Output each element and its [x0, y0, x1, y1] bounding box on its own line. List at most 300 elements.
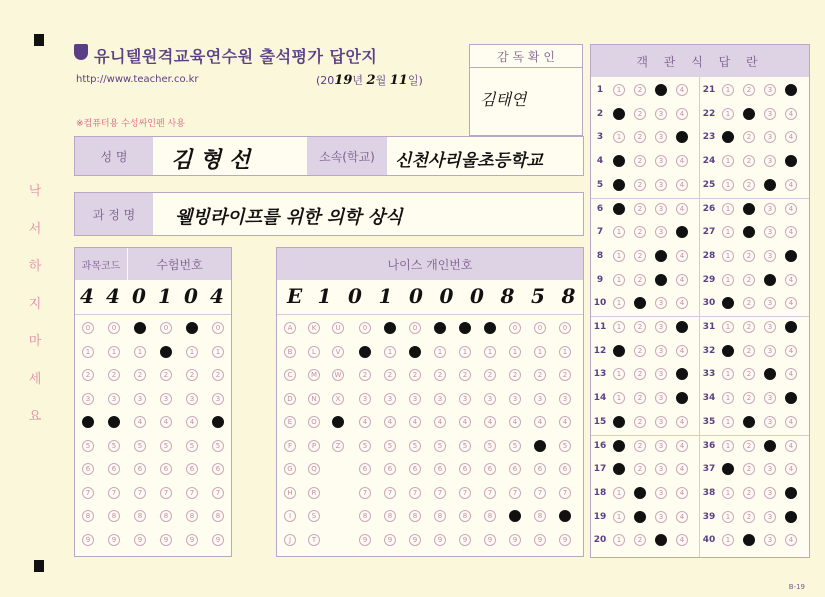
exam-digit-bubble[interactable] — [82, 416, 94, 428]
answer-bubble[interactable]: 1 — [722, 108, 734, 120]
neis-digit-bubble[interactable]: 7 — [384, 487, 396, 499]
answer-bubble[interactable]: 1 — [613, 84, 625, 96]
exam-digit-bubble[interactable] — [212, 416, 224, 428]
exam-digit-bubble[interactable]: 1 — [212, 346, 224, 358]
answer-bubble[interactable]: 4 — [676, 84, 688, 96]
answer-bubble[interactable] — [676, 392, 688, 404]
exam-digit-bubble[interactable]: 7 — [160, 487, 172, 499]
neis-digit-bubble[interactable]: 6 — [434, 463, 446, 475]
exam-digit-bubble[interactable]: 6 — [82, 463, 94, 475]
answer-bubble[interactable]: 4 — [676, 155, 688, 167]
exam-digit-bubble[interactable]: 3 — [160, 393, 172, 405]
answer-bubble[interactable]: 4 — [676, 108, 688, 120]
answer-bubble[interactable]: 2 — [634, 321, 646, 333]
neis-digit-bubble[interactable]: 8 — [409, 510, 421, 522]
answer-bubble[interactable]: 1 — [722, 226, 734, 238]
neis-digit-bubble[interactable]: 2 — [359, 369, 371, 381]
answer-bubble[interactable]: 4 — [785, 131, 797, 143]
exam-digit-bubble[interactable]: 7 — [82, 487, 94, 499]
answer-bubble[interactable]: 2 — [634, 274, 646, 286]
answer-bubble[interactable]: 2 — [634, 416, 646, 428]
answer-bubble[interactable] — [743, 108, 755, 120]
neis-letter-bubble[interactable]: S — [308, 510, 320, 522]
neis-digit-bubble[interactable]: 0 — [409, 322, 421, 334]
answer-bubble[interactable]: 1 — [722, 416, 734, 428]
answer-bubble[interactable]: 3 — [655, 203, 667, 215]
neis-digit-bubble[interactable]: 6 — [359, 463, 371, 475]
neis-digit-bubble[interactable]: 2 — [509, 369, 521, 381]
answer-bubble[interactable]: 1 — [722, 392, 734, 404]
neis-digit-bubble[interactable]: 8 — [434, 510, 446, 522]
answer-bubble[interactable]: 4 — [785, 179, 797, 191]
answer-bubble[interactable]: 4 — [676, 416, 688, 428]
answer-bubble[interactable]: 3 — [655, 511, 667, 523]
exam-digit-bubble[interactable]: 1 — [134, 346, 146, 358]
answer-bubble[interactable] — [743, 416, 755, 428]
answer-bubble[interactable]: 2 — [743, 511, 755, 523]
neis-digit-bubble[interactable]: 1 — [434, 346, 446, 358]
neis-digit-bubble[interactable]: 3 — [359, 393, 371, 405]
answer-bubble[interactable]: 2 — [634, 534, 646, 546]
answer-bubble[interactable]: 3 — [764, 321, 776, 333]
neis-digit-bubble[interactable]: 9 — [534, 534, 546, 546]
answer-bubble[interactable]: 3 — [764, 155, 776, 167]
answer-bubble[interactable]: 1 — [722, 534, 734, 546]
answer-bubble[interactable]: 1 — [722, 487, 734, 499]
neis-letter-bubble[interactable]: U — [332, 322, 344, 334]
exam-digit-bubble[interactable]: 7 — [134, 487, 146, 499]
answer-bubble[interactable]: 2 — [634, 345, 646, 357]
exam-digit-bubble[interactable]: 8 — [82, 510, 94, 522]
answer-bubble[interactable]: 3 — [764, 345, 776, 357]
answer-bubble[interactable]: 4 — [676, 203, 688, 215]
answer-bubble[interactable] — [613, 108, 625, 120]
answer-bubble[interactable] — [785, 250, 797, 262]
neis-digit-bubble[interactable]: 3 — [559, 393, 571, 405]
neis-digit-bubble[interactable]: 1 — [459, 346, 471, 358]
neis-digit-bubble[interactable]: 8 — [484, 510, 496, 522]
neis-letter-bubble[interactable]: P — [308, 440, 320, 452]
exam-digit-bubble[interactable]: 3 — [134, 393, 146, 405]
exam-digit-bubble[interactable]: 7 — [108, 487, 120, 499]
answer-bubble[interactable] — [613, 345, 625, 357]
exam-digit-bubble[interactable]: 9 — [108, 534, 120, 546]
neis-digit-bubble[interactable]: 3 — [484, 393, 496, 405]
neis-digit-bubble[interactable]: 4 — [359, 416, 371, 428]
exam-digit-bubble[interactable] — [108, 416, 120, 428]
answer-bubble[interactable]: 1 — [722, 250, 734, 262]
answer-bubble[interactable]: 2 — [743, 250, 755, 262]
answer-bubble[interactable] — [676, 321, 688, 333]
neis-digit-bubble[interactable]: 3 — [384, 393, 396, 405]
answer-bubble[interactable]: 1 — [613, 274, 625, 286]
neis-letter-bubble[interactable]: Z — [332, 440, 344, 452]
answer-bubble[interactable]: 2 — [743, 487, 755, 499]
neis-letter-bubble[interactable]: R — [308, 487, 320, 499]
answer-bubble[interactable]: 1 — [722, 274, 734, 286]
exam-digit-bubble[interactable]: 4 — [186, 416, 198, 428]
neis-digit-bubble[interactable]: 8 — [459, 510, 471, 522]
answer-bubble[interactable] — [764, 440, 776, 452]
neis-digit-bubble[interactable]: 0 — [509, 322, 521, 334]
neis-digit-bubble[interactable]: 2 — [384, 369, 396, 381]
neis-digit-bubble[interactable]: 3 — [534, 393, 546, 405]
neis-digit-bubble[interactable]: 7 — [459, 487, 471, 499]
neis-digit-bubble[interactable]: 7 — [409, 487, 421, 499]
answer-bubble[interactable]: 1 — [722, 368, 734, 380]
answer-bubble[interactable]: 4 — [785, 297, 797, 309]
answer-bubble[interactable]: 3 — [764, 84, 776, 96]
neis-digit-bubble[interactable]: 8 — [534, 510, 546, 522]
neis-digit-bubble[interactable]: 9 — [434, 534, 446, 546]
answer-bubble[interactable]: 3 — [764, 487, 776, 499]
answer-bubble[interactable]: 3 — [655, 297, 667, 309]
neis-digit-bubble[interactable] — [359, 346, 371, 358]
answer-bubble[interactable] — [676, 368, 688, 380]
exam-digit-bubble[interactable]: 0 — [108, 322, 120, 334]
answer-bubble[interactable] — [613, 416, 625, 428]
answer-bubble[interactable] — [722, 463, 734, 475]
exam-digit-bubble[interactable] — [160, 346, 172, 358]
answer-bubble[interactable]: 2 — [743, 297, 755, 309]
answer-bubble[interactable]: 4 — [676, 297, 688, 309]
exam-digit-bubble[interactable]: 9 — [186, 534, 198, 546]
exam-digit-bubble[interactable]: 1 — [108, 346, 120, 358]
answer-bubble[interactable]: 3 — [764, 226, 776, 238]
neis-digit-bubble[interactable]: 7 — [559, 487, 571, 499]
neis-digit-bubble[interactable]: 4 — [559, 416, 571, 428]
answer-bubble[interactable]: 4 — [785, 345, 797, 357]
answer-bubble[interactable] — [785, 321, 797, 333]
answer-bubble[interactable]: 4 — [676, 440, 688, 452]
answer-bubble[interactable] — [676, 226, 688, 238]
exam-digit-bubble[interactable]: 2 — [82, 369, 94, 381]
answer-bubble[interactable] — [613, 155, 625, 167]
exam-digit-bubble[interactable]: 5 — [212, 440, 224, 452]
answer-bubble[interactable]: 4 — [785, 440, 797, 452]
answer-bubble[interactable]: 3 — [764, 416, 776, 428]
exam-digit-bubble[interactable]: 3 — [108, 393, 120, 405]
exam-digit-bubble[interactable]: 6 — [160, 463, 172, 475]
neis-digit-bubble[interactable]: 5 — [559, 440, 571, 452]
exam-digit-bubble[interactable]: 5 — [82, 440, 94, 452]
answer-bubble[interactable]: 4 — [785, 226, 797, 238]
answer-bubble[interactable]: 2 — [634, 368, 646, 380]
neis-digit-bubble[interactable]: 5 — [434, 440, 446, 452]
neis-digit-bubble[interactable] — [384, 322, 396, 334]
answer-bubble[interactable]: 1 — [613, 392, 625, 404]
exam-digit-bubble[interactable]: 5 — [134, 440, 146, 452]
answer-bubble[interactable]: 3 — [764, 511, 776, 523]
answer-bubble[interactable]: 4 — [676, 250, 688, 262]
answer-bubble[interactable]: 3 — [764, 108, 776, 120]
answer-bubble[interactable]: 2 — [634, 392, 646, 404]
answer-bubble[interactable] — [743, 534, 755, 546]
exam-digit-bubble[interactable]: 2 — [212, 369, 224, 381]
exam-digit-bubble[interactable]: 1 — [82, 346, 94, 358]
exam-digit-bubble[interactable]: 9 — [212, 534, 224, 546]
neis-digit-bubble[interactable] — [459, 322, 471, 334]
neis-letter-bubble[interactable]: M — [308, 369, 320, 381]
neis-digit-bubble[interactable]: 4 — [459, 416, 471, 428]
answer-bubble[interactable] — [722, 131, 734, 143]
answer-bubble[interactable]: 4 — [676, 487, 688, 499]
answer-bubble[interactable]: 3 — [764, 463, 776, 475]
neis-digit-bubble[interactable]: 4 — [409, 416, 421, 428]
answer-bubble[interactable] — [613, 203, 625, 215]
neis-letter-bubble[interactable]: Q — [308, 463, 320, 475]
answer-bubble[interactable]: 3 — [655, 226, 667, 238]
neis-digit-bubble[interactable]: 1 — [509, 346, 521, 358]
neis-letter-bubble[interactable]: A — [284, 322, 296, 334]
exam-digit-bubble[interactable]: 0 — [160, 322, 172, 334]
neis-digit-bubble[interactable]: 2 — [559, 369, 571, 381]
neis-digit-bubble[interactable]: 2 — [434, 369, 446, 381]
neis-digit-bubble[interactable]: 7 — [509, 487, 521, 499]
answer-bubble[interactable]: 1 — [722, 84, 734, 96]
answer-bubble[interactable] — [634, 297, 646, 309]
answer-bubble[interactable]: 2 — [634, 108, 646, 120]
neis-digit-bubble[interactable]: 4 — [484, 416, 496, 428]
neis-digit-bubble[interactable]: 2 — [459, 369, 471, 381]
answer-bubble[interactable] — [634, 511, 646, 523]
neis-digit-bubble[interactable] — [409, 346, 421, 358]
neis-digit-bubble[interactable]: 6 — [509, 463, 521, 475]
exam-digit-bubble[interactable]: 5 — [186, 440, 198, 452]
exam-digit-bubble[interactable]: 9 — [160, 534, 172, 546]
exam-digit-bubble[interactable]: 3 — [186, 393, 198, 405]
answer-bubble[interactable]: 3 — [764, 297, 776, 309]
answer-bubble[interactable]: 2 — [634, 463, 646, 475]
exam-digit-bubble[interactable] — [186, 322, 198, 334]
neis-digit-bubble[interactable]: 0 — [359, 322, 371, 334]
neis-digit-bubble[interactable]: 4 — [534, 416, 546, 428]
answer-bubble[interactable]: 3 — [655, 108, 667, 120]
neis-digit-bubble[interactable]: 8 — [359, 510, 371, 522]
answer-bubble[interactable]: 2 — [634, 250, 646, 262]
answer-bubble[interactable]: 2 — [743, 155, 755, 167]
answer-bubble[interactable]: 2 — [743, 131, 755, 143]
answer-bubble[interactable]: 3 — [655, 392, 667, 404]
neis-letter-bubble[interactable]: H — [284, 487, 296, 499]
exam-digit-bubble[interactable]: 6 — [134, 463, 146, 475]
exam-digit-bubble[interactable]: 8 — [160, 510, 172, 522]
answer-bubble[interactable]: 1 — [613, 226, 625, 238]
exam-digit-bubble[interactable]: 8 — [134, 510, 146, 522]
neis-digit-bubble[interactable]: 5 — [384, 440, 396, 452]
neis-digit-bubble[interactable]: 5 — [484, 440, 496, 452]
neis-digit-bubble[interactable]: 9 — [384, 534, 396, 546]
neis-digit-bubble[interactable]: 6 — [459, 463, 471, 475]
answer-bubble[interactable]: 2 — [743, 392, 755, 404]
neis-letter-bubble[interactable]: D — [284, 393, 296, 405]
neis-digit-bubble[interactable]: 8 — [384, 510, 396, 522]
exam-digit-bubble[interactable]: 6 — [186, 463, 198, 475]
answer-bubble[interactable]: 2 — [743, 274, 755, 286]
neis-digit-bubble[interactable]: 3 — [459, 393, 471, 405]
answer-bubble[interactable]: 3 — [655, 487, 667, 499]
neis-digit-bubble[interactable]: 7 — [534, 487, 546, 499]
answer-bubble[interactable]: 2 — [634, 440, 646, 452]
answer-bubble[interactable]: 1 — [722, 511, 734, 523]
answer-bubble[interactable]: 4 — [785, 416, 797, 428]
neis-digit-bubble[interactable]: 2 — [484, 369, 496, 381]
answer-bubble[interactable]: 1 — [613, 534, 625, 546]
neis-digit-bubble[interactable]: 5 — [359, 440, 371, 452]
answer-bubble[interactable] — [722, 297, 734, 309]
answer-bubble[interactable]: 4 — [676, 534, 688, 546]
neis-digit-bubble[interactable] — [484, 322, 496, 334]
answer-bubble[interactable] — [676, 131, 688, 143]
answer-bubble[interactable] — [634, 487, 646, 499]
answer-bubble[interactable]: 2 — [743, 84, 755, 96]
answer-bubble[interactable] — [655, 84, 667, 96]
answer-bubble[interactable] — [743, 226, 755, 238]
neis-letter-bubble[interactable]: T — [308, 534, 320, 546]
answer-bubble[interactable]: 4 — [785, 463, 797, 475]
neis-digit-bubble[interactable]: 3 — [409, 393, 421, 405]
answer-bubble[interactable]: 3 — [655, 416, 667, 428]
answer-bubble[interactable]: 2 — [634, 155, 646, 167]
answer-bubble[interactable]: 1 — [613, 487, 625, 499]
answer-bubble[interactable]: 3 — [655, 463, 667, 475]
neis-digit-bubble[interactable]: 5 — [509, 440, 521, 452]
answer-bubble[interactable]: 3 — [764, 250, 776, 262]
exam-digit-bubble[interactable]: 2 — [160, 369, 172, 381]
neis-digit-bubble[interactable]: 2 — [409, 369, 421, 381]
neis-digit-bubble[interactable]: 7 — [359, 487, 371, 499]
neis-digit-bubble[interactable]: 1 — [384, 346, 396, 358]
neis-letter-bubble[interactable]: F — [284, 440, 296, 452]
neis-digit-bubble[interactable]: 6 — [484, 463, 496, 475]
neis-digit-bubble[interactable]: 9 — [509, 534, 521, 546]
answer-bubble[interactable]: 4 — [676, 463, 688, 475]
answer-bubble[interactable]: 2 — [743, 345, 755, 357]
answer-bubble[interactable] — [655, 534, 667, 546]
exam-digit-bubble[interactable]: 8 — [186, 510, 198, 522]
neis-digit-bubble[interactable]: 9 — [484, 534, 496, 546]
exam-digit-bubble[interactable]: 7 — [212, 487, 224, 499]
exam-digit-bubble[interactable]: 2 — [134, 369, 146, 381]
answer-bubble[interactable]: 1 — [613, 321, 625, 333]
exam-digit-bubble[interactable]: 9 — [134, 534, 146, 546]
neis-digit-bubble[interactable]: 6 — [559, 463, 571, 475]
neis-digit-bubble[interactable]: 4 — [384, 416, 396, 428]
answer-bubble[interactable] — [785, 84, 797, 96]
answer-bubble[interactable]: 3 — [655, 155, 667, 167]
answer-bubble[interactable]: 4 — [785, 203, 797, 215]
answer-bubble[interactable] — [764, 274, 776, 286]
answer-bubble[interactable]: 4 — [676, 511, 688, 523]
exam-digit-bubble[interactable]: 5 — [160, 440, 172, 452]
answer-bubble[interactable]: 3 — [764, 203, 776, 215]
answer-bubble[interactable]: 2 — [634, 84, 646, 96]
answer-bubble[interactable]: 2 — [634, 226, 646, 238]
neis-digit-bubble[interactable]: 9 — [459, 534, 471, 546]
neis-digit-bubble[interactable]: 2 — [534, 369, 546, 381]
answer-bubble[interactable]: 1 — [613, 511, 625, 523]
answer-bubble[interactable]: 4 — [676, 179, 688, 191]
exam-digit-bubble[interactable]: 1 — [186, 346, 198, 358]
neis-digit-bubble[interactable]: 1 — [559, 346, 571, 358]
neis-digit-bubble[interactable]: 9 — [559, 534, 571, 546]
answer-bubble[interactable]: 3 — [764, 534, 776, 546]
answer-bubble[interactable] — [764, 368, 776, 380]
neis-digit-bubble[interactable]: 0 — [559, 322, 571, 334]
answer-bubble[interactable] — [722, 345, 734, 357]
neis-letter-bubble[interactable]: V — [332, 346, 344, 358]
answer-bubble[interactable] — [655, 250, 667, 262]
answer-bubble[interactable]: 1 — [613, 250, 625, 262]
answer-bubble[interactable]: 3 — [655, 345, 667, 357]
answer-bubble[interactable] — [613, 179, 625, 191]
exam-digit-bubble[interactable]: 2 — [186, 369, 198, 381]
answer-bubble[interactable] — [764, 179, 776, 191]
exam-digit-bubble[interactable]: 9 — [82, 534, 94, 546]
answer-bubble[interactable]: 3 — [655, 179, 667, 191]
answer-bubble[interactable]: 3 — [655, 131, 667, 143]
neis-digit-bubble[interactable]: 6 — [409, 463, 421, 475]
neis-digit-bubble[interactable]: 7 — [484, 487, 496, 499]
neis-letter-bubble[interactable]: L — [308, 346, 320, 358]
neis-letter-bubble[interactable]: I — [284, 510, 296, 522]
neis-digit-bubble[interactable]: 4 — [509, 416, 521, 428]
exam-digit-bubble[interactable]: 6 — [212, 463, 224, 475]
answer-bubble[interactable]: 2 — [743, 463, 755, 475]
neis-letter-bubble[interactable]: E — [284, 416, 296, 428]
exam-digit-bubble[interactable]: 4 — [160, 416, 172, 428]
neis-letter-bubble[interactable]: O — [308, 416, 320, 428]
answer-bubble[interactable]: 3 — [655, 440, 667, 452]
neis-letter-bubble[interactable]: G — [284, 463, 296, 475]
answer-bubble[interactable]: 4 — [676, 274, 688, 286]
neis-letter-bubble[interactable]: W — [332, 369, 344, 381]
answer-bubble[interactable] — [785, 155, 797, 167]
answer-bubble[interactable]: 2 — [743, 368, 755, 380]
neis-digit-bubble[interactable] — [434, 322, 446, 334]
answer-bubble[interactable] — [785, 511, 797, 523]
neis-letter-bubble[interactable]: K — [308, 322, 320, 334]
answer-bubble[interactable]: 1 — [722, 440, 734, 452]
neis-digit-bubble[interactable]: 3 — [434, 393, 446, 405]
neis-digit-bubble[interactable]: 9 — [359, 534, 371, 546]
answer-bubble[interactable]: 3 — [655, 321, 667, 333]
exam-digit-bubble[interactable]: 2 — [108, 369, 120, 381]
exam-digit-bubble[interactable]: 8 — [108, 510, 120, 522]
answer-bubble[interactable]: 2 — [743, 179, 755, 191]
exam-digit-bubble[interactable]: 0 — [82, 322, 94, 334]
neis-digit-bubble[interactable]: 5 — [459, 440, 471, 452]
neis-digit-bubble[interactable] — [559, 510, 571, 522]
answer-bubble[interactable]: 1 — [613, 131, 625, 143]
neis-digit-bubble[interactable]: 0 — [534, 322, 546, 334]
neis-digit-bubble[interactable]: 6 — [384, 463, 396, 475]
neis-digit-bubble[interactable]: 5 — [409, 440, 421, 452]
answer-bubble[interactable]: 4 — [785, 534, 797, 546]
neis-digit-bubble[interactable]: 9 — [409, 534, 421, 546]
answer-bubble[interactable] — [785, 487, 797, 499]
answer-bubble[interactable]: 1 — [613, 368, 625, 380]
neis-letter-bubble[interactable]: J — [284, 534, 296, 546]
answer-bubble[interactable] — [613, 463, 625, 475]
answer-bubble[interactable]: 2 — [743, 321, 755, 333]
exam-digit-bubble[interactable]: 4 — [134, 416, 146, 428]
neis-letter-bubble[interactable] — [332, 416, 344, 428]
answer-bubble[interactable]: 1 — [722, 179, 734, 191]
answer-bubble[interactable]: 3 — [764, 131, 776, 143]
exam-digit-bubble[interactable]: 3 — [212, 393, 224, 405]
exam-digit-bubble[interactable]: 5 — [108, 440, 120, 452]
